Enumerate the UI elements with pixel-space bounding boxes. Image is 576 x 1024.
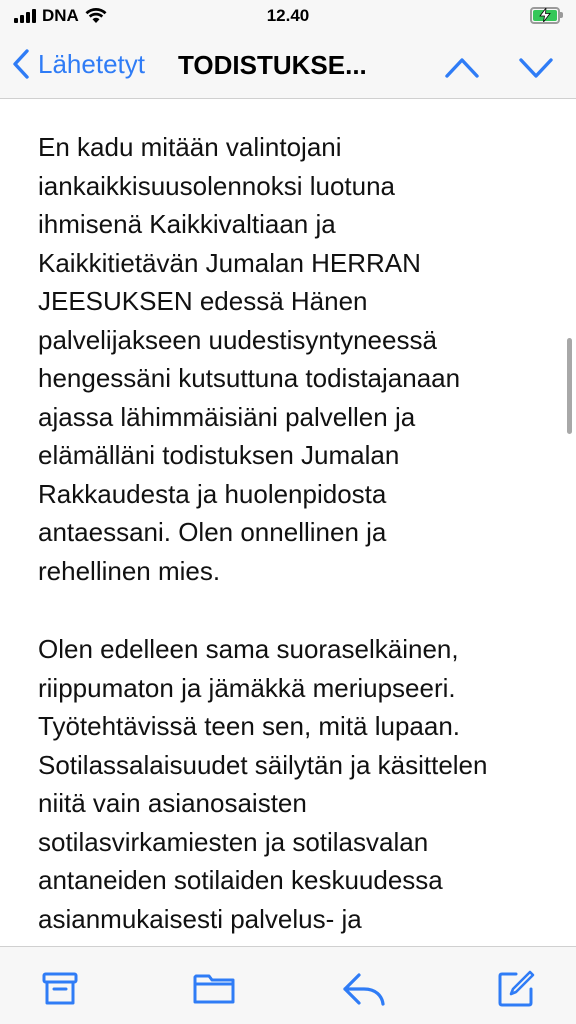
message-paragraph: En kadu mitään valintojani iankaikkisuusolennoksi luotuna ihmisenä Kaikkivaltiaan ja Kaikkitietävän Jumalan HERRAN JEESUKSEN edessä Hänen palvelijakseen uudestisyntyneessä hengessäni kutsuttuna todistajanaan ajassa lähimmäisiäni palvellen ja elämälläni todistuksen Jumalan Rakkaudesta ja huolenpidosta antaessani. Olen onnellinen ja rehellinen mies. <box>38 132 461 586</box>
back-button-label: Lähetetyt <box>38 48 145 79</box>
status-time: 12.40 <box>266 6 310 25</box>
message-navigation <box>444 52 554 82</box>
message-body <box>38 128 548 978</box>
folder-icon[interactable] <box>192 969 236 1009</box>
reply-icon[interactable] <box>342 969 386 1009</box>
compose-icon[interactable] <box>496 969 536 1009</box>
archive-icon[interactable] <box>40 969 80 1009</box>
message-paragraph: Olen edelleen sama suoraselkäinen, riippumaton ja jämäkkä meriupseeri. Työtehtävissä teen sen, mitä lupaan. Sotilassalaisuudet säilytän ja käsittelen niitä vain asianosaisten sotilasvirkamiesten ja sotilasvalan antaneiden sotilaiden keskuudessa asianmukaisesti palvelus- ja <box>38 634 488 934</box>
previous-message-chevron-up-icon[interactable] <box>444 52 480 82</box>
charging-bolt-icon <box>539 8 551 22</box>
carrier-name: DNA <box>42 6 79 25</box>
navigation-bar <box>0 36 576 99</box>
battery-nub <box>560 12 563 18</box>
bottom-toolbar <box>0 946 576 1024</box>
battery-icon <box>530 7 560 24</box>
next-message-chevron-down-icon[interactable] <box>518 52 554 82</box>
chevron-left-icon <box>12 48 30 80</box>
back-button[interactable] <box>12 48 145 80</box>
scroll-indicator[interactable] <box>567 338 572 434</box>
message-subject-title: TODISTUKSE... <box>178 50 367 80</box>
status-bar <box>0 0 576 36</box>
